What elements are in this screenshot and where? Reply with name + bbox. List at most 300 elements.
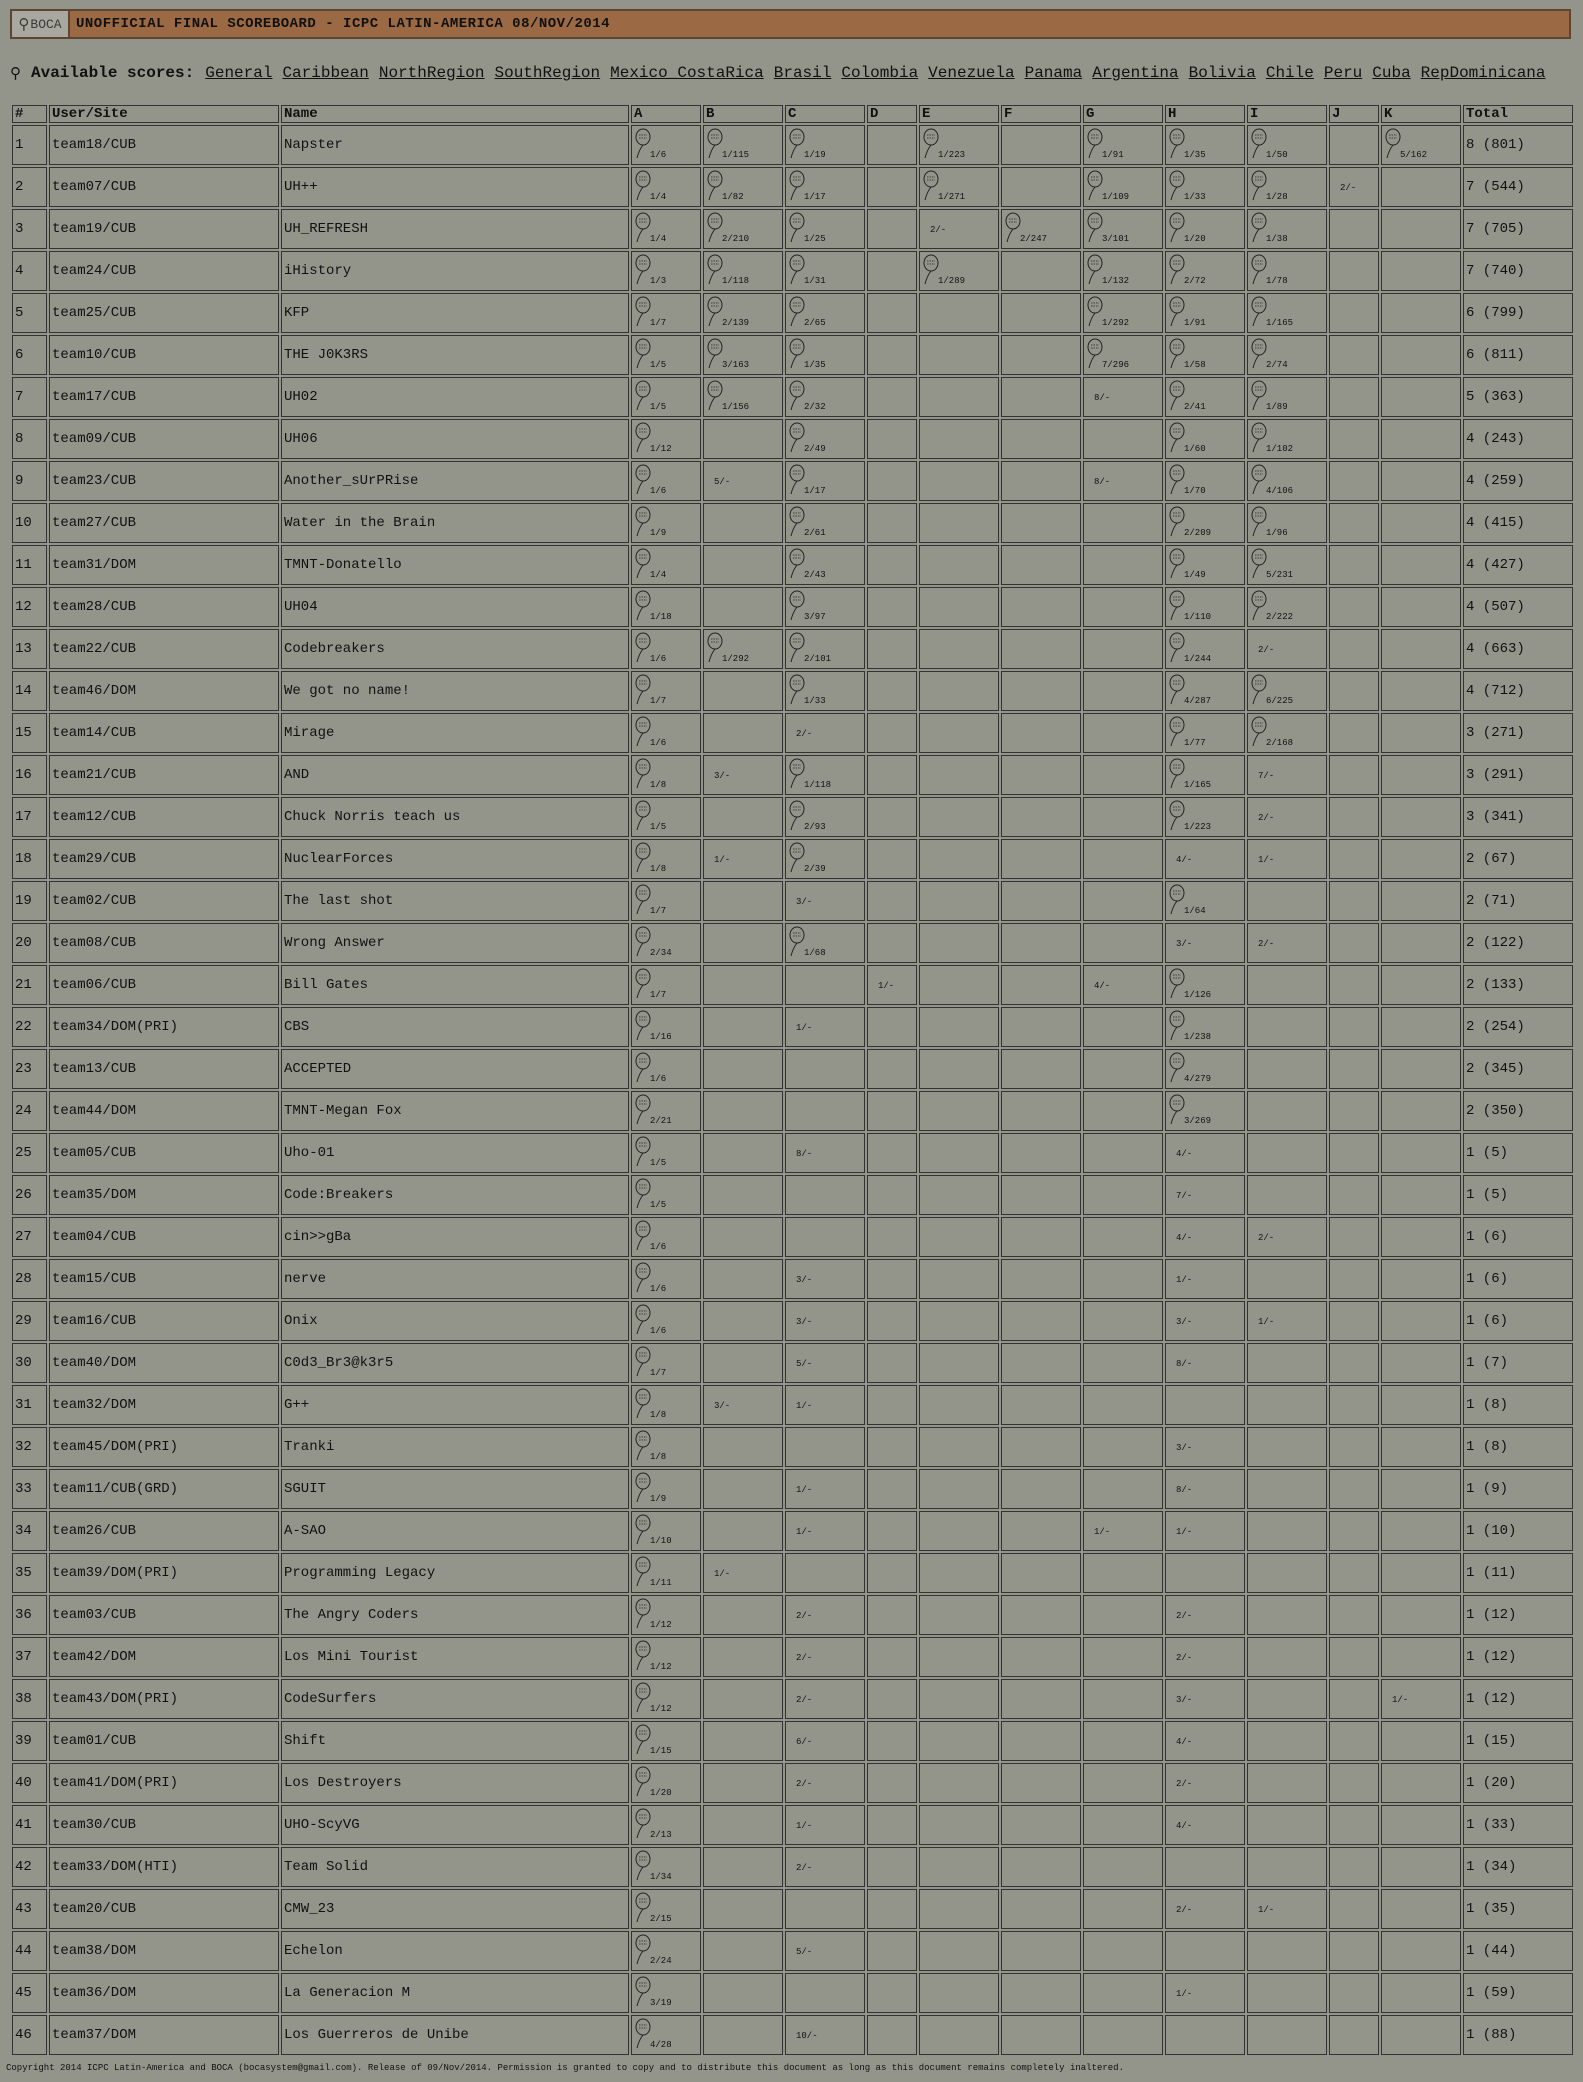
failed-attempts: 5/- xyxy=(796,1947,813,1957)
problem-cell-i xyxy=(1247,1385,1327,1425)
rank-cell: 26 xyxy=(12,1175,47,1215)
solved-attempts-time: 1/12 xyxy=(650,1620,672,1630)
problem-cell-d xyxy=(867,1595,917,1635)
problem-cell-i xyxy=(1247,1511,1327,1551)
problem-cell-f xyxy=(1001,629,1081,669)
problem-cell-k xyxy=(1381,1553,1461,1593)
total-cell: 1 (8) xyxy=(1463,1427,1573,1467)
problem-cell-f xyxy=(1001,1763,1081,1803)
problem-cell-h xyxy=(1165,1553,1245,1593)
problem-cell-h xyxy=(1165,1301,1245,1341)
problem-cell-j xyxy=(1329,1217,1379,1257)
problem-cell-a xyxy=(631,377,701,417)
problem-cell-b xyxy=(703,881,783,921)
problem-cell-h xyxy=(1165,461,1245,501)
solved-attempts-time: 1/20 xyxy=(650,1788,672,1798)
team-name-cell: UH_REFRESH xyxy=(281,209,629,249)
user-site-cell: team37/DOM xyxy=(49,2015,279,2055)
problem-cell-k xyxy=(1381,419,1461,459)
problem-cell-h xyxy=(1165,713,1245,753)
problem-cell-g xyxy=(1083,629,1163,669)
problem-cell-h xyxy=(1165,1175,1245,1215)
problem-cell-g xyxy=(1083,965,1163,1005)
problem-cell-j xyxy=(1329,1091,1379,1131)
user-site-cell: team35/DOM xyxy=(49,1175,279,1215)
problem-cell-j xyxy=(1329,1973,1379,2013)
failed-attempts: 5/- xyxy=(714,477,731,487)
score-link-chile[interactable]: Chile xyxy=(1265,64,1314,82)
problem-cell-c xyxy=(785,1007,865,1047)
problem-cell-j xyxy=(1329,1259,1379,1299)
problem-cell-d xyxy=(867,1721,917,1761)
problem-cell-h xyxy=(1165,1469,1245,1509)
solved-attempts-time: 2/41 xyxy=(1184,402,1206,412)
score-link-peru[interactable]: Peru xyxy=(1323,64,1363,82)
problem-cell-a xyxy=(631,881,701,921)
problem-cell-k xyxy=(1381,251,1461,291)
problem-cell-b xyxy=(703,1511,783,1551)
problem-cell-e xyxy=(919,461,999,501)
total-cell: 2 (122) xyxy=(1463,923,1573,963)
problem-cell-j xyxy=(1329,1343,1379,1383)
problem-cell-f xyxy=(1001,671,1081,711)
problem-cell-b xyxy=(703,965,783,1005)
solved-attempts-time: 1/77 xyxy=(1184,738,1206,748)
score-link-brasil[interactable]: Brasil xyxy=(773,64,832,82)
user-site-cell: team17/CUB xyxy=(49,377,279,417)
problem-cell-d xyxy=(867,545,917,585)
problem-cell-j xyxy=(1329,713,1379,753)
team-name-cell: Uho-01 xyxy=(281,1133,629,1173)
solved-attempts-time: 3/269 xyxy=(1184,1116,1212,1126)
user-site-cell: team15/CUB xyxy=(49,1259,279,1299)
problem-cell-g xyxy=(1083,167,1163,207)
problem-cell-h xyxy=(1165,251,1245,291)
table-row xyxy=(12,1259,1573,1299)
solved-attempts-time: 1/289 xyxy=(938,276,966,286)
solved-attempts-time: 1/118 xyxy=(804,780,832,790)
rank-cell: 34 xyxy=(12,1511,47,1551)
problem-cell-k xyxy=(1381,1931,1461,1971)
problem-cell-j xyxy=(1329,1511,1379,1551)
solved-attempts-time: 1/156 xyxy=(722,402,750,412)
problem-cell-c xyxy=(785,461,865,501)
problem-cell-b xyxy=(703,167,783,207)
problem-cell-h xyxy=(1165,1427,1245,1467)
rank-cell: 16 xyxy=(12,755,47,795)
solved-attempts-time: 1/8 xyxy=(650,1410,667,1420)
problem-cell-a xyxy=(631,125,701,165)
problem-cell-a xyxy=(631,167,701,207)
col-header-problem-h: H xyxy=(1165,105,1245,123)
problem-cell-e xyxy=(919,1931,999,1971)
problem-cell-i xyxy=(1247,335,1327,375)
problem-cell-f xyxy=(1001,461,1081,501)
table-row xyxy=(12,1175,1573,1215)
problem-cell-g xyxy=(1083,881,1163,921)
problem-cell-g xyxy=(1083,1427,1163,1467)
score-link-colombia[interactable]: Colombia xyxy=(841,64,919,82)
team-name-cell: TMNT-Megan Fox xyxy=(281,1091,629,1131)
solved-attempts-time: 1/244 xyxy=(1184,654,1212,664)
team-name-cell: Los Destroyers xyxy=(281,1763,629,1803)
problem-cell-k xyxy=(1381,965,1461,1005)
score-link-mexico_costarica[interactable]: Mexico_CostaRica xyxy=(610,64,764,82)
problem-cell-b xyxy=(703,545,783,585)
failed-attempts: 1/- xyxy=(1176,1989,1193,1999)
solved-attempts-time: 1/58 xyxy=(1184,360,1206,370)
user-site-cell: team11/CUB(GRD) xyxy=(49,1469,279,1509)
user-site-cell: team44/DOM xyxy=(49,1091,279,1131)
score-link-repdominicana[interactable]: RepDominicana xyxy=(1420,64,1546,82)
problem-cell-b xyxy=(703,1637,783,1677)
problem-cell-f xyxy=(1001,1637,1081,1677)
solved-attempts-time: 1/7 xyxy=(650,318,667,328)
problem-cell-e xyxy=(919,1973,999,2013)
solved-attempts-time: 1/28 xyxy=(1266,192,1288,202)
total-cell: 2 (67) xyxy=(1463,839,1573,879)
team-name-cell: La Generacion M xyxy=(281,1973,629,2013)
problem-cell-i xyxy=(1247,545,1327,585)
rank-cell: 25 xyxy=(12,1133,47,1173)
table-row xyxy=(12,1595,1573,1635)
problem-cell-g xyxy=(1083,587,1163,627)
problem-cell-h xyxy=(1165,965,1245,1005)
user-site-cell: team10/CUB xyxy=(49,335,279,375)
problem-cell-d xyxy=(867,797,917,837)
problem-cell-g xyxy=(1083,1763,1163,1803)
problem-cell-d xyxy=(867,377,917,417)
problem-cell-d xyxy=(867,1469,917,1509)
failed-attempts: 3/- xyxy=(1176,1695,1193,1705)
problem-cell-c xyxy=(785,587,865,627)
total-cell: 4 (259) xyxy=(1463,461,1573,501)
total-cell: 7 (544) xyxy=(1463,167,1573,207)
solved-attempts-time: 1/6 xyxy=(650,654,667,664)
problem-cell-a xyxy=(631,1889,701,1929)
col-header-problem-c: C xyxy=(785,105,865,123)
problem-cell-f xyxy=(1001,1427,1081,1467)
problem-cell-f xyxy=(1001,503,1081,543)
problem-cell-g xyxy=(1083,2015,1163,2055)
failed-attempts: 2/- xyxy=(1176,1653,1193,1663)
problem-cell-d xyxy=(867,713,917,753)
table-row xyxy=(12,1091,1573,1131)
problem-cell-f xyxy=(1001,1679,1081,1719)
problem-cell-c xyxy=(785,1805,865,1845)
problem-cell-f xyxy=(1001,419,1081,459)
problem-cell-e xyxy=(919,1301,999,1341)
user-site-cell: team24/CUB xyxy=(49,251,279,291)
problem-cell-k xyxy=(1381,461,1461,501)
problem-cell-k xyxy=(1381,1133,1461,1173)
problem-cell-k xyxy=(1381,1175,1461,1215)
problem-cell-b xyxy=(703,839,783,879)
problem-cell-k xyxy=(1381,377,1461,417)
boca-logo xyxy=(12,11,70,37)
failed-attempts: 4/- xyxy=(1176,1233,1193,1243)
problem-cell-i xyxy=(1247,881,1327,921)
solved-attempts-time: 1/5 xyxy=(650,360,667,370)
problem-cell-d xyxy=(867,629,917,669)
problem-cell-c xyxy=(785,797,865,837)
score-link-caribbean[interactable]: Caribbean xyxy=(282,64,369,82)
solved-attempts-time: 3/163 xyxy=(722,360,750,370)
problem-cell-f xyxy=(1001,713,1081,753)
solved-attempts-time: 1/132 xyxy=(1102,276,1130,286)
solved-attempts-time: 2/43 xyxy=(804,570,826,580)
problem-cell-b xyxy=(703,797,783,837)
user-site-cell: team32/DOM xyxy=(49,1385,279,1425)
solved-attempts-time: 1/33 xyxy=(1184,192,1206,202)
problem-cell-k xyxy=(1381,1091,1461,1131)
problem-cell-a xyxy=(631,1343,701,1383)
problem-cell-b xyxy=(703,335,783,375)
problem-cell-a xyxy=(631,1133,701,1173)
solved-attempts-time: 2/101 xyxy=(804,654,832,664)
rank-cell: 41 xyxy=(12,1805,47,1845)
problem-cell-b xyxy=(703,209,783,249)
problem-cell-c xyxy=(785,1553,865,1593)
problem-cell-d xyxy=(867,1973,917,2013)
problem-cell-k xyxy=(1381,1427,1461,1467)
problem-cell-j xyxy=(1329,1679,1379,1719)
problem-cell-i xyxy=(1247,1343,1327,1383)
total-cell: 1 (12) xyxy=(1463,1595,1573,1635)
problem-cell-e xyxy=(919,1049,999,1089)
problem-cell-h xyxy=(1165,209,1245,249)
user-site-cell: team25/CUB xyxy=(49,293,279,333)
table-row xyxy=(12,461,1573,501)
total-cell: 1 (6) xyxy=(1463,1217,1573,1257)
problem-cell-k xyxy=(1381,1805,1461,1845)
total-cell: 1 (6) xyxy=(1463,1301,1573,1341)
problem-cell-c xyxy=(785,125,865,165)
score-link-panama[interactable]: Panama xyxy=(1024,64,1083,82)
solved-attempts-time: 3/19 xyxy=(650,1998,672,2008)
table-row xyxy=(12,1805,1573,1845)
solved-attempts-time: 1/8 xyxy=(650,1452,667,1462)
score-link-argentina[interactable]: Argentina xyxy=(1092,64,1179,82)
problem-cell-h xyxy=(1165,1805,1245,1845)
team-name-cell: Team Solid xyxy=(281,1847,629,1887)
problem-cell-i xyxy=(1247,1301,1327,1341)
solved-attempts-time: 1/5 xyxy=(650,1200,667,1210)
score-link-northregion[interactable]: NorthRegion xyxy=(378,64,485,82)
problem-cell-e xyxy=(919,1385,999,1425)
problem-cell-c xyxy=(785,1763,865,1803)
problem-cell-e xyxy=(919,1343,999,1383)
score-link-bolivia[interactable]: Bolivia xyxy=(1188,64,1256,82)
total-cell: 4 (507) xyxy=(1463,587,1573,627)
problem-cell-i xyxy=(1247,1133,1327,1173)
problem-cell-k xyxy=(1381,1385,1461,1425)
solved-attempts-time: 1/6 xyxy=(650,1284,667,1294)
rank-cell: 40 xyxy=(12,1763,47,1803)
col-header-problem-f: F xyxy=(1001,105,1081,123)
problem-cell-d xyxy=(867,881,917,921)
solved-attempts-time: 1/34 xyxy=(650,1872,672,1882)
problem-cell-a xyxy=(631,251,701,291)
problem-cell-e xyxy=(919,1259,999,1299)
problem-cell-j xyxy=(1329,1889,1379,1929)
problem-cell-f xyxy=(1001,1973,1081,2013)
solved-attempts-time: 5/162 xyxy=(1400,150,1428,160)
total-cell: 1 (10) xyxy=(1463,1511,1573,1551)
problem-cell-b xyxy=(703,461,783,501)
problem-cell-g xyxy=(1083,1679,1163,1719)
failed-attempts: 3/- xyxy=(796,897,813,907)
user-site-cell: team19/CUB xyxy=(49,209,279,249)
problem-cell-j xyxy=(1329,1931,1379,1971)
solved-attempts-time: 1/38 xyxy=(1266,234,1288,244)
score-link-cuba[interactable]: Cuba xyxy=(1372,64,1411,82)
rank-cell: 21 xyxy=(12,965,47,1005)
solved-attempts-time: 7/296 xyxy=(1102,360,1130,370)
problem-cell-i xyxy=(1247,1553,1327,1593)
problem-cell-a xyxy=(631,587,701,627)
solved-attempts-time: 1/12 xyxy=(650,1704,672,1714)
problem-cell-a xyxy=(631,1175,701,1215)
problem-cell-g xyxy=(1083,1511,1163,1551)
problem-cell-j xyxy=(1329,1427,1379,1467)
solved-attempts-time: 1/96 xyxy=(1266,528,1288,538)
score-link-venezuela[interactable]: Venezuela xyxy=(928,64,1015,82)
problem-cell-g xyxy=(1083,545,1163,585)
table-row xyxy=(12,1385,1573,1425)
solved-attempts-time: 1/18 xyxy=(650,612,672,622)
problem-cell-b xyxy=(703,1259,783,1299)
failed-attempts: 3/- xyxy=(714,1401,731,1411)
failed-attempts: 4/- xyxy=(1176,1821,1193,1831)
solved-attempts-time: 2/74 xyxy=(1266,360,1288,370)
problem-cell-i xyxy=(1247,1175,1327,1215)
problem-cell-g xyxy=(1083,1385,1163,1425)
table-row xyxy=(12,1763,1573,1803)
problem-cell-b xyxy=(703,1679,783,1719)
problem-cell-d xyxy=(867,503,917,543)
problem-cell-c xyxy=(785,1847,865,1887)
solved-attempts-time: 1/5 xyxy=(650,1158,667,1168)
problem-cell-b xyxy=(703,1049,783,1089)
score-link-southregion[interactable]: SouthRegion xyxy=(494,64,601,82)
problem-cell-i xyxy=(1247,209,1327,249)
problem-cell-a xyxy=(631,335,701,375)
solved-attempts-time: 2/32 xyxy=(804,402,826,412)
rank-cell: 8 xyxy=(12,419,47,459)
problem-cell-g xyxy=(1083,1469,1163,1509)
team-name-cell: Napster xyxy=(281,125,629,165)
rank-cell: 4 xyxy=(12,251,47,291)
total-cell: 1 (8) xyxy=(1463,1385,1573,1425)
problem-cell-a xyxy=(631,1259,701,1299)
problem-cell-a xyxy=(631,923,701,963)
rank-cell: 6 xyxy=(12,335,47,375)
total-cell: 1 (35) xyxy=(1463,1889,1573,1929)
problem-cell-c xyxy=(785,1217,865,1257)
problem-cell-e xyxy=(919,1511,999,1551)
problem-cell-k xyxy=(1381,1847,1461,1887)
problem-cell-j xyxy=(1329,1175,1379,1215)
problem-cell-j xyxy=(1329,1007,1379,1047)
table-row xyxy=(12,1931,1573,1971)
problem-cell-c xyxy=(785,1679,865,1719)
problem-cell-a xyxy=(631,2015,701,2055)
failed-attempts: 2/- xyxy=(1176,1611,1193,1621)
total-cell: 1 (5) xyxy=(1463,1175,1573,1215)
solved-attempts-time: 2/65 xyxy=(804,318,826,328)
solved-attempts-time: 1/25 xyxy=(804,234,826,244)
total-cell: 1 (34) xyxy=(1463,1847,1573,1887)
problem-cell-c xyxy=(785,629,865,669)
problem-cell-a xyxy=(631,1469,701,1509)
problem-cell-d xyxy=(867,1007,917,1047)
problem-cell-f xyxy=(1001,587,1081,627)
solved-attempts-time: 1/10 xyxy=(650,1536,672,1546)
problem-cell-b xyxy=(703,1091,783,1131)
problem-cell-e xyxy=(919,209,999,249)
problem-cell-i xyxy=(1247,1595,1327,1635)
user-site-cell: team09/CUB xyxy=(49,419,279,459)
problem-cell-f xyxy=(1001,1385,1081,1425)
team-name-cell: CBS xyxy=(281,1007,629,1047)
total-cell: 3 (291) xyxy=(1463,755,1573,795)
problem-cell-j xyxy=(1329,377,1379,417)
problem-cell-b xyxy=(703,1301,783,1341)
table-row xyxy=(12,377,1573,417)
failed-attempts: 6/- xyxy=(796,1737,813,1747)
rank-cell: 27 xyxy=(12,1217,47,1257)
col-header-problem-b: B xyxy=(703,105,783,123)
problem-cell-i xyxy=(1247,1679,1327,1719)
problem-cell-b xyxy=(703,1007,783,1047)
problem-cell-k xyxy=(1381,755,1461,795)
problem-cell-i xyxy=(1247,1049,1327,1089)
failed-attempts: 7/- xyxy=(1258,771,1275,781)
problem-cell-d xyxy=(867,293,917,333)
score-link-general[interactable]: General xyxy=(205,64,273,82)
problem-cell-e xyxy=(919,377,999,417)
user-site-cell: team14/CUB xyxy=(49,713,279,753)
problem-cell-k xyxy=(1381,293,1461,333)
problem-cell-g xyxy=(1083,1175,1163,1215)
problem-cell-c xyxy=(785,839,865,879)
solved-attempts-time: 1/68 xyxy=(804,948,826,958)
problem-cell-a xyxy=(631,1217,701,1257)
problem-cell-k xyxy=(1381,1259,1461,1299)
solved-attempts-time: 3/97 xyxy=(804,612,826,622)
solved-attempts-time: 2/72 xyxy=(1184,276,1206,286)
problem-cell-h xyxy=(1165,1217,1245,1257)
solved-attempts-time: 1/12 xyxy=(650,1662,672,1672)
problem-cell-a xyxy=(631,293,701,333)
problem-cell-d xyxy=(867,1301,917,1341)
problem-cell-k xyxy=(1381,1007,1461,1047)
problem-cell-h xyxy=(1165,545,1245,585)
problem-cell-b xyxy=(703,251,783,291)
rank-cell: 14 xyxy=(12,671,47,711)
solved-attempts-time: 1/70 xyxy=(1184,486,1206,496)
rank-cell: 32 xyxy=(12,1427,47,1467)
problem-cell-b xyxy=(703,629,783,669)
table-row xyxy=(12,671,1573,711)
problem-cell-b xyxy=(703,1973,783,2013)
problem-cell-h xyxy=(1165,881,1245,921)
failed-attempts: 2/- xyxy=(1176,1779,1193,1789)
problem-cell-g xyxy=(1083,461,1163,501)
table-row xyxy=(12,335,1573,375)
rank-cell: 28 xyxy=(12,1259,47,1299)
